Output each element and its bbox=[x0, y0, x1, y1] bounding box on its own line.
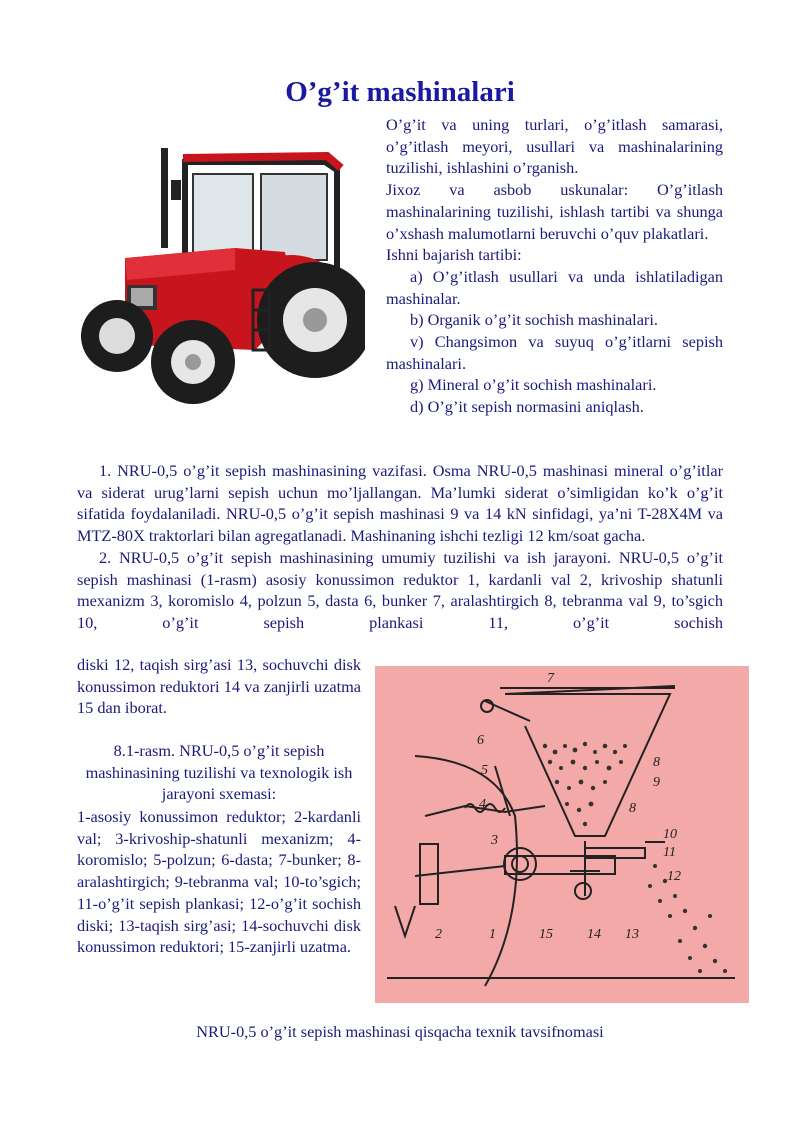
label-3: 3 bbox=[491, 833, 498, 848]
tractor-illustration bbox=[75, 140, 365, 410]
intro-paragraph: O’g’it va uning turlari, o’g’itlash samarasi, o’g’itlash meyori, usullari va mashinalarining tuzilishi, ishlashini o’rganish. bbox=[386, 115, 723, 178]
section-2-paragraph: 2. NRU-0,5 o’g’it sepish mashinasining umumiy tuzilishi va ish jarayoni. NRU-0,5 o’g’it sepish mashinasi (1-rasm) asosiy konussimon reduktor 1, kardanli val 2, krivoship shatunli mexanizm 3, koromislo 4, polzun 5, dasta 6, bunker 7, aralashtirgich 8, tebranma val 9, to’sgich 10, o’g’it sepish plankasi 11, o’g’it sochish bbox=[77, 547, 723, 632]
label-4: 4 bbox=[479, 797, 486, 812]
label-14: 14 bbox=[587, 927, 601, 942]
procedure-item-d: d) O’g’it sepish normasini aniqlash. bbox=[410, 397, 644, 417]
label-11: 11 bbox=[663, 845, 676, 860]
section-1-paragraph: 1. NRU-0,5 o’g’it sepish mashinasining vazifasi. Osma NRU-0,5 mashinasi mineral o’g’itlar va siderat urug’larni sepish uchun mo’ljallangan. Ma’lumki siderat o’simligidan ko’k o’g’it sifatida foydalaniladi. NRU-0,5 o’g’it sepish mashinasi 9 va 14 kN sinfidagi, ya’ni T-28X4M va MTZ-80X traktorlari bilan agregatlanadi. Mashinaning ishchi tezligi 12 km/soat gacha. bbox=[77, 461, 723, 546]
label-9: 9 bbox=[653, 775, 660, 790]
section-2-wrap-text: diski 12, taqish sirg’asi 13, sochuvchi disk konussimon reduktori 14 va zanjirli uzatma 15 dan iborat. bbox=[77, 655, 361, 718]
label-7: 7 bbox=[547, 671, 554, 686]
procedure-heading: Ishni bajarish tartibi: bbox=[386, 245, 522, 265]
label-10: 10 bbox=[663, 827, 677, 842]
procedure-item-g: g) Mineral o’g’it sochish mashinalari. bbox=[410, 375, 657, 395]
legend-text: 1-asosiy konussimon reduktor; 2-kardanli val; 3-krivoship-shatunli mexanizm; 4-koromislo; 5-polzun; 6-dasta; 7-bunker; 8-aralashtirgich; 9-tebranma val; 10-to’sgich; 11-o’g’it sepish plankasi; 12-o’g’it sochish diski; 13-taqish sirg’asi; 14-sochuvchi disk konussimon reduktori; 15-zanjirli uzatma. bbox=[77, 807, 361, 957]
label-15: 15 bbox=[539, 927, 553, 942]
intro-block bbox=[386, 114, 723, 418]
main-text bbox=[77, 460, 723, 634]
page-title: O’g’it mashinalari bbox=[285, 76, 515, 108]
label-1: 1 bbox=[489, 927, 496, 942]
label-2: 2 bbox=[435, 927, 442, 942]
label-8b: 8 bbox=[629, 801, 636, 816]
label-13: 13 bbox=[625, 927, 639, 942]
label-5: 5 bbox=[481, 763, 488, 778]
label-8: 8 bbox=[653, 755, 660, 770]
label-12: 12 bbox=[667, 869, 681, 884]
procedure-item-v: v) Changsimon va suyuq o’g’itlarni sepish mashinalari. bbox=[386, 332, 723, 373]
diagram-background bbox=[375, 666, 749, 1003]
equipment-paragraph: Jixoz va asbob uskunalar: O’g’itlash mashinalarining tuzilishi, ishlash tartibi va shunga o’xshash malumotlarni beruvchi o’quv plakatlari. bbox=[386, 180, 723, 243]
spreader-diagram bbox=[375, 666, 749, 1003]
procedure-item-b: b) Organik o’g’it sochish mashinalari. bbox=[410, 310, 658, 330]
procedure-item-a: a) O’g’itlash usullari va unda ishlatiladigan mashinalar. bbox=[386, 266, 723, 308]
footer-heading: NRU-0,5 o’g’it sepish mashinasi qisqacha texnik tavsifnomasi bbox=[196, 1022, 604, 1041]
label-6: 6 bbox=[477, 733, 484, 748]
figure-caption: 8.1-rasm. NRU-0,5 o’g’it sepish mashinasining tuzilishi va texnologik ish jarayoni sxemasi: bbox=[85, 741, 353, 804]
section-2-continuation bbox=[77, 654, 361, 719]
figure-legend bbox=[77, 806, 361, 958]
